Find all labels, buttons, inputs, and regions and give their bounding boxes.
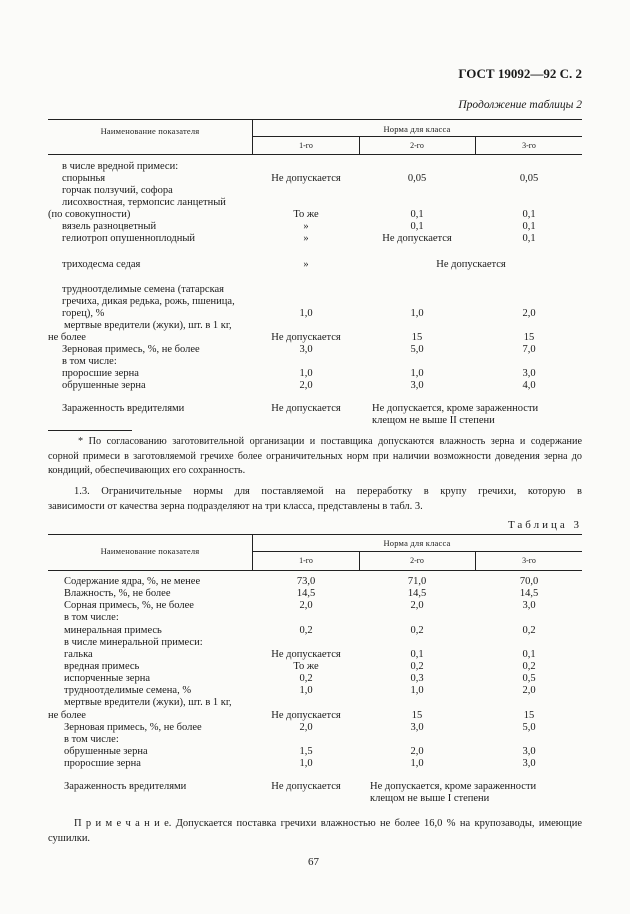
row-label: Зерновая примесь, %, не более: [64, 722, 202, 733]
row-label: Зараженность вредителями: [64, 781, 187, 792]
class3-value: 3,0: [522, 746, 536, 757]
class2-value: 0,3: [410, 673, 424, 684]
section-1-3-line1: 1.3. Ограничительные нормы для поставляемой на переработку в крупу гречихи, которую в: [74, 486, 582, 497]
row-label: Зерновая примесь, %, не более: [62, 344, 200, 355]
row-label: проросшие зерна: [64, 758, 141, 769]
table-row: [0, 757, 630, 770]
document-code: ГОСТ 19092—92 С. 2: [458, 66, 582, 81]
class1-value: Не допускается: [271, 781, 341, 792]
class2-3-value: Не допускается, кроме зараженности: [370, 781, 537, 792]
class2-value: 3,0: [410, 380, 424, 391]
table-row: [0, 258, 630, 271]
row-label: мертвые вредители (жуки), шт. в 1 кг,: [64, 697, 232, 708]
class2-3-value: Не допускается, кроме зараженности: [372, 403, 539, 414]
class2-value: 0,05: [407, 173, 427, 184]
class3-value: 2,0: [522, 685, 536, 696]
class2-value: 0,1: [410, 649, 424, 660]
class3-value: 14,5: [519, 588, 539, 599]
table2-class-1: 1-го: [299, 141, 313, 150]
class2-value: 15: [411, 332, 423, 343]
table3-top-rule: [48, 534, 582, 535]
row-label: Зараженность вредителями: [62, 403, 185, 414]
row-label: (по совокупности): [48, 209, 131, 220]
footnote-rule: [48, 430, 132, 431]
row-label: галька: [64, 649, 93, 660]
row-label: Влажность, %, не более: [64, 588, 171, 599]
class1-value: Не допускается: [271, 649, 341, 660]
table-row: [0, 792, 630, 805]
class3-value: 0,5: [522, 673, 536, 684]
row-label: трудноотделимые семена (татарская: [62, 284, 225, 295]
table-row: [0, 696, 630, 709]
table2-col-indicator: Наименование показателя: [100, 126, 200, 136]
row-label: мертвые вредители (жуки), шт. в 1 кг,: [64, 320, 232, 331]
row-label: гелиотроп опушенноплодный: [62, 233, 196, 244]
class3-value: 0,2: [522, 661, 536, 672]
table2-header-bottom-rule: [48, 154, 582, 155]
class3-value: 70,0: [519, 576, 539, 587]
class2-value: 3,0: [410, 722, 424, 733]
table3-header-subrule: [252, 551, 582, 552]
class3-value: 0,05: [519, 173, 539, 184]
class2-3-value-cont: клещом не выше II степени: [372, 415, 495, 426]
class3-value: 0,1: [522, 233, 536, 244]
class1-value: »: [303, 233, 309, 244]
table3-class-2: 2-го: [410, 556, 424, 565]
row-label: Сорная примесь, %, не более: [64, 600, 194, 611]
table3-col-norm: Норма для класса: [383, 538, 451, 548]
row-label: обрушенные зерна: [62, 380, 146, 391]
class3-value: 3,0: [522, 600, 536, 611]
class1-value: 1,0: [299, 685, 313, 696]
class3-value: 0,1: [522, 649, 536, 660]
class1-value: 14,5: [296, 588, 316, 599]
class1-value: То же: [293, 661, 319, 672]
class1-value: »: [303, 259, 309, 270]
row-label: минеральная примесь: [64, 625, 162, 636]
class3-value: 15: [523, 710, 535, 721]
class2-value: 0,1: [410, 209, 424, 220]
row-label: Содержание ядра, %, не менее: [64, 576, 201, 587]
class1-value: 2,0: [299, 722, 313, 733]
table-row: [0, 611, 630, 624]
row-label: гречиха, дикая редька, рожь, пшеница,: [62, 296, 235, 307]
row-label: в числе минеральной примеси:: [64, 637, 203, 648]
row-label: проросшие зерна: [62, 368, 139, 379]
class3-value: 0,1: [522, 209, 536, 220]
class2-value: 0,1: [410, 221, 424, 232]
class1-value: 0,2: [299, 625, 313, 636]
class1-value: 3,0: [299, 344, 313, 355]
row-label: лисохвостная, термопсис ланцетный: [62, 197, 226, 208]
class2-value: 1,0: [410, 758, 424, 769]
class2-3-value: Не допускается: [436, 259, 506, 270]
class1-value: 73,0: [296, 576, 316, 587]
row-label: горец), %: [62, 308, 105, 319]
table3-header-bottom-rule: [48, 570, 582, 571]
class1-value: 1,0: [299, 308, 313, 319]
table-row: [0, 379, 630, 392]
class1-value: 2,0: [299, 380, 313, 391]
page-number: 67: [308, 856, 319, 868]
row-label: в числе вредной примеси:: [62, 161, 179, 172]
row-label: обрушенные зерна: [64, 746, 148, 757]
table-row: [0, 414, 630, 427]
class1-value: Не допускается: [271, 710, 341, 721]
class3-value: 0,1: [522, 221, 536, 232]
row-label: вязель разноцветный: [62, 221, 157, 232]
class2-value: 1,0: [410, 368, 424, 379]
table-row: [0, 232, 630, 245]
class1-value: То же: [293, 209, 319, 220]
class1-value: 1,0: [299, 368, 313, 379]
table3-col-indicator: Наименование показателя: [100, 546, 200, 556]
table2-class-3: 3-го: [522, 141, 536, 150]
row-label: вредная примесь: [64, 661, 140, 672]
class2-value: 1,0: [410, 308, 424, 319]
row-label: горчак ползучий, софора: [62, 185, 173, 196]
note-line2: сушилки.: [48, 833, 91, 844]
class2-value: 14,5: [407, 588, 427, 599]
class1-value: 1,0: [299, 758, 313, 769]
class1-value: Не допускается: [271, 403, 341, 414]
class2-value: 0,2: [410, 661, 424, 672]
class3-value: 3,0: [522, 758, 536, 769]
row-label: трудноотделимые семена, %: [64, 685, 192, 696]
class2-value: 2,0: [410, 600, 424, 611]
table3-class-3: 3-го: [522, 556, 536, 565]
row-label: испорченные зерна: [64, 673, 150, 684]
row-label: спорынья: [62, 173, 106, 184]
class2-value: Не допускается: [382, 233, 452, 244]
class1-value: Не допускается: [271, 173, 341, 184]
class2-value: 5,0: [410, 344, 424, 355]
row-label: не более: [48, 710, 86, 721]
class2-3-value-cont: клещом не выше I степени: [370, 793, 490, 804]
class3-value: 3,0: [522, 368, 536, 379]
class1-value: 2,0: [299, 600, 313, 611]
table2-footnote: * По согласованию заготовительной организации и поставщика допускаются влажность зерна и содержание сорной примеси в заготовляемой гречихе более ограничительных норм при наличии возможности доведения зерна до кондиций, обеспечивающих его сохранность.: [48, 436, 582, 476]
row-label: триходесма седая: [62, 259, 141, 270]
row-label: в том числе:: [64, 734, 119, 745]
class2-value: 2,0: [410, 746, 424, 757]
row-label: не более: [48, 332, 86, 343]
class1-value: 0,2: [299, 673, 313, 684]
table3-caption: Таблица 3: [507, 519, 582, 531]
class1-value: 1,5: [299, 746, 313, 757]
section-1-3-line2: зависимости от качества зерна подразделяют на три класса, представлены в табл. 3.: [48, 501, 423, 512]
table3-class-1: 1-го: [299, 556, 313, 565]
row-label: в том числе:: [62, 356, 117, 367]
class3-value: 0,2: [522, 625, 536, 636]
class3-value: 7,0: [522, 344, 536, 355]
class1-value: Не допускается: [271, 332, 341, 343]
class3-value: 4,0: [522, 380, 536, 391]
class3-value: 2,0: [522, 308, 536, 319]
note-line1: П р и м е ч а н и е. Допускается поставка гречихи влажностью не более 16,0 % на крупозаводы, имеющие: [74, 818, 582, 829]
class1-value: »: [303, 221, 309, 232]
class2-value: 71,0: [407, 576, 427, 587]
class2-value: 0,2: [410, 625, 424, 636]
class2-value: 1,0: [410, 685, 424, 696]
table2-class-2: 2-го: [410, 141, 424, 150]
class3-value: 15: [523, 332, 535, 343]
class3-value: 5,0: [522, 722, 536, 733]
table2-header-subrule: [252, 136, 582, 137]
table2-top-rule: [48, 119, 582, 120]
table-continuation-label: Продолжение таблицы 2: [458, 99, 582, 111]
class2-value: 15: [411, 710, 423, 721]
table2-col-norm: Норма для класса: [383, 124, 451, 134]
row-label: в том числе:: [64, 612, 119, 623]
